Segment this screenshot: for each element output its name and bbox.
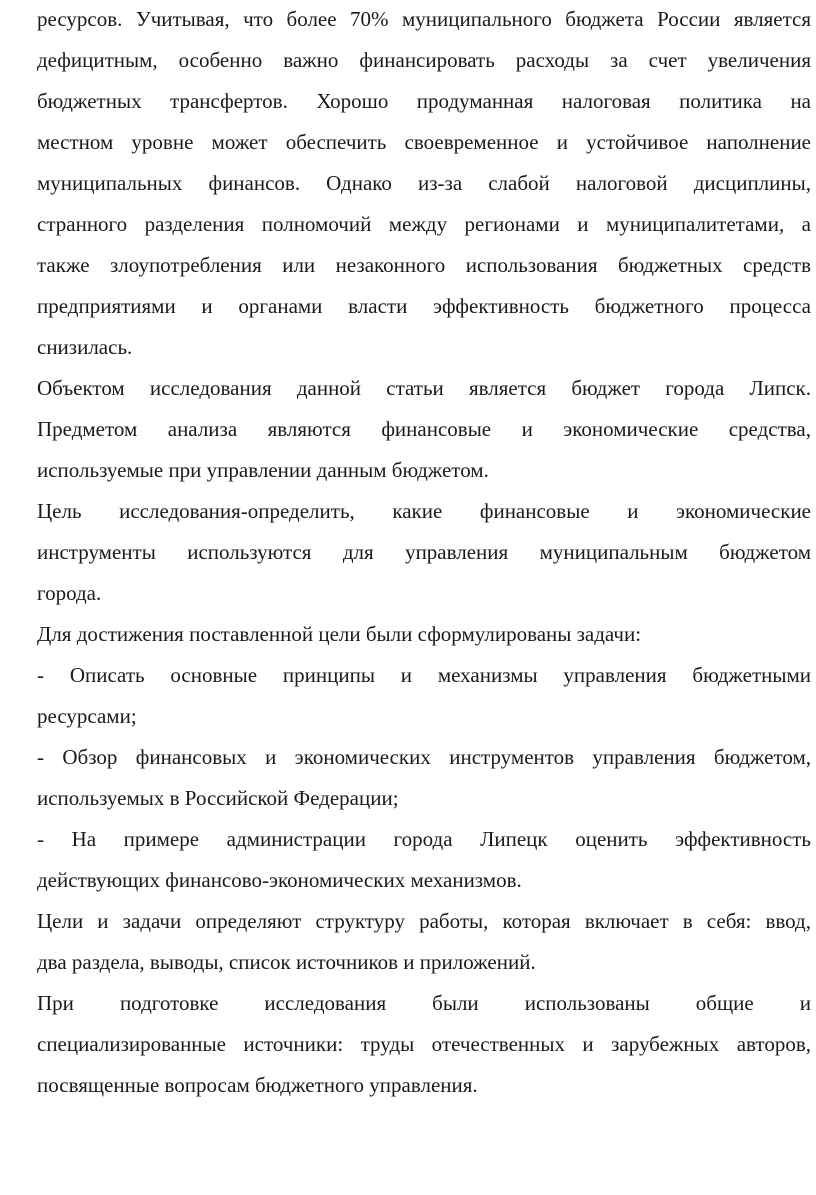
text-line: муниципальных финансов. Однако из-за слабой налоговой дисциплины,: [37, 171, 811, 195]
text-line: странного разделения полномочий между регионами и муниципалитетами, а: [37, 212, 811, 236]
text-line: При подготовке исследования были использованы общие и: [37, 991, 811, 1015]
text-line: посвященные вопросам бюджетного управления.: [37, 1073, 478, 1097]
text-line: Для достижения поставленной цели были сформулированы задачи:: [37, 622, 642, 646]
list-item-line: используемых в Российской Федерации;: [37, 786, 399, 810]
text-line: бюджетных трансфертов. Хорошо продуманная налоговая политика на: [37, 89, 811, 113]
list-item-line: - Описать основные принципы и механизмы управления бюджетными: [37, 663, 811, 687]
text-line: предприятиями и органами власти эффективность бюджетного процесса: [37, 294, 811, 318]
text-line: также злоупотребления или незаконного использования бюджетных средств: [37, 253, 811, 277]
text-line: инструменты используются для управления муниципальным бюджетом: [37, 540, 811, 564]
text-line: ресурсов. Учитывая, что более 70% муниципального бюджета России является: [37, 7, 811, 31]
text-line: два раздела, выводы, список источников и приложений.: [37, 950, 536, 974]
list-item-line: ресурсами;: [37, 704, 137, 728]
text-line: специализированные источники: труды отечественных и зарубежных авторов,: [37, 1032, 811, 1056]
text-line: города.: [37, 581, 102, 605]
list-item-line: - На примере администрации города Липецк оценить эффективность: [37, 827, 811, 851]
list-item-line: - Обзор финансовых и экономических инструментов управления бюджетом,: [37, 745, 811, 769]
list-item-line: действующих финансово-экономических механизмов.: [37, 868, 522, 892]
text-line: Предметом анализа являются финансовые и экономические средства,: [37, 417, 811, 441]
text-line: местном уровне может обеспечить своевременное и устойчивое наполнение: [37, 130, 811, 154]
text-line: Цель исследования-определить, какие финансовые и экономические: [37, 499, 811, 523]
text-line: используемые при управлении данным бюджетом.: [37, 458, 489, 482]
text-line: дефицитным, особенно важно финансировать расходы за счет увеличения: [37, 48, 811, 72]
text-line: Объектом исследования данной статьи является бюджет города Липск.: [37, 376, 811, 400]
text-line: снизилась.: [37, 335, 133, 359]
text-line: Цели и задачи определяют структуру работы, которая включает в себя: ввод,: [37, 909, 811, 933]
